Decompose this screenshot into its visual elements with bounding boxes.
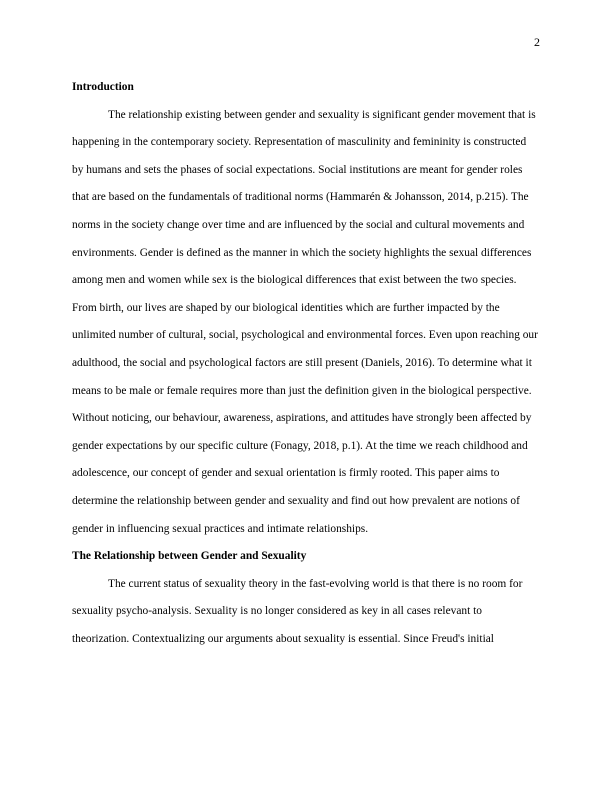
page-number: 2 — [534, 35, 540, 49]
document-body — [72, 74, 540, 653]
section-heading-introduction: Introduction — [72, 81, 134, 93]
introduction-paragraph: The relationship existing between gender and sexuality is significant gender movement that is happening in the contemporary society. Representation of masculinity and femininity is constructed by humans and sets the phases of social expectations. Social institutions are meant for gender roles that are based on the fundamentals of traditional norms (Hammarén & Johansson, 2014, p.215). The norms in the society change over time and are influenced by the social and cultural movements and environments. Gender is defined as the manner in which the society highlights the sexual differences among men and women while sex is the biological differences that exist between the two species. From birth, our lives are shaped by our biological identities which are further impacted by the unlimited number of cultural, social, psychological and environmental forces. Even upon reaching our adulthood, the social and psychological factors are still present (Daniels, 2016). To determine what it means to be male or female requires more than just the definition given in the biological perspective. Without noticing, our behaviour, awareness, aspirations, and attitudes have strongly been affected by gender expectations by our specific culture (Fonagy, 2018, p.1). At the time we reach childhood and adolescence, our concept of gender and sexual orientation is firmly rooted. This paper aims to determine the relationship between gender and sexuality and find out how prevalent are notions of gender in influencing sexual practices and intimate relationships. — [72, 108, 538, 535]
relationship-paragraph: The current status of sexuality theory in the fast-evolving world is that there is no room for sexuality psycho-analysis. Sexuality is no longer considered as key in all cases relevant to theorization. Contextualizing our arguments about sexuality is essential. Since Freud's initial — [72, 577, 523, 645]
section-heading-relationship: The Relationship between Gender and Sexuality — [72, 550, 307, 563]
